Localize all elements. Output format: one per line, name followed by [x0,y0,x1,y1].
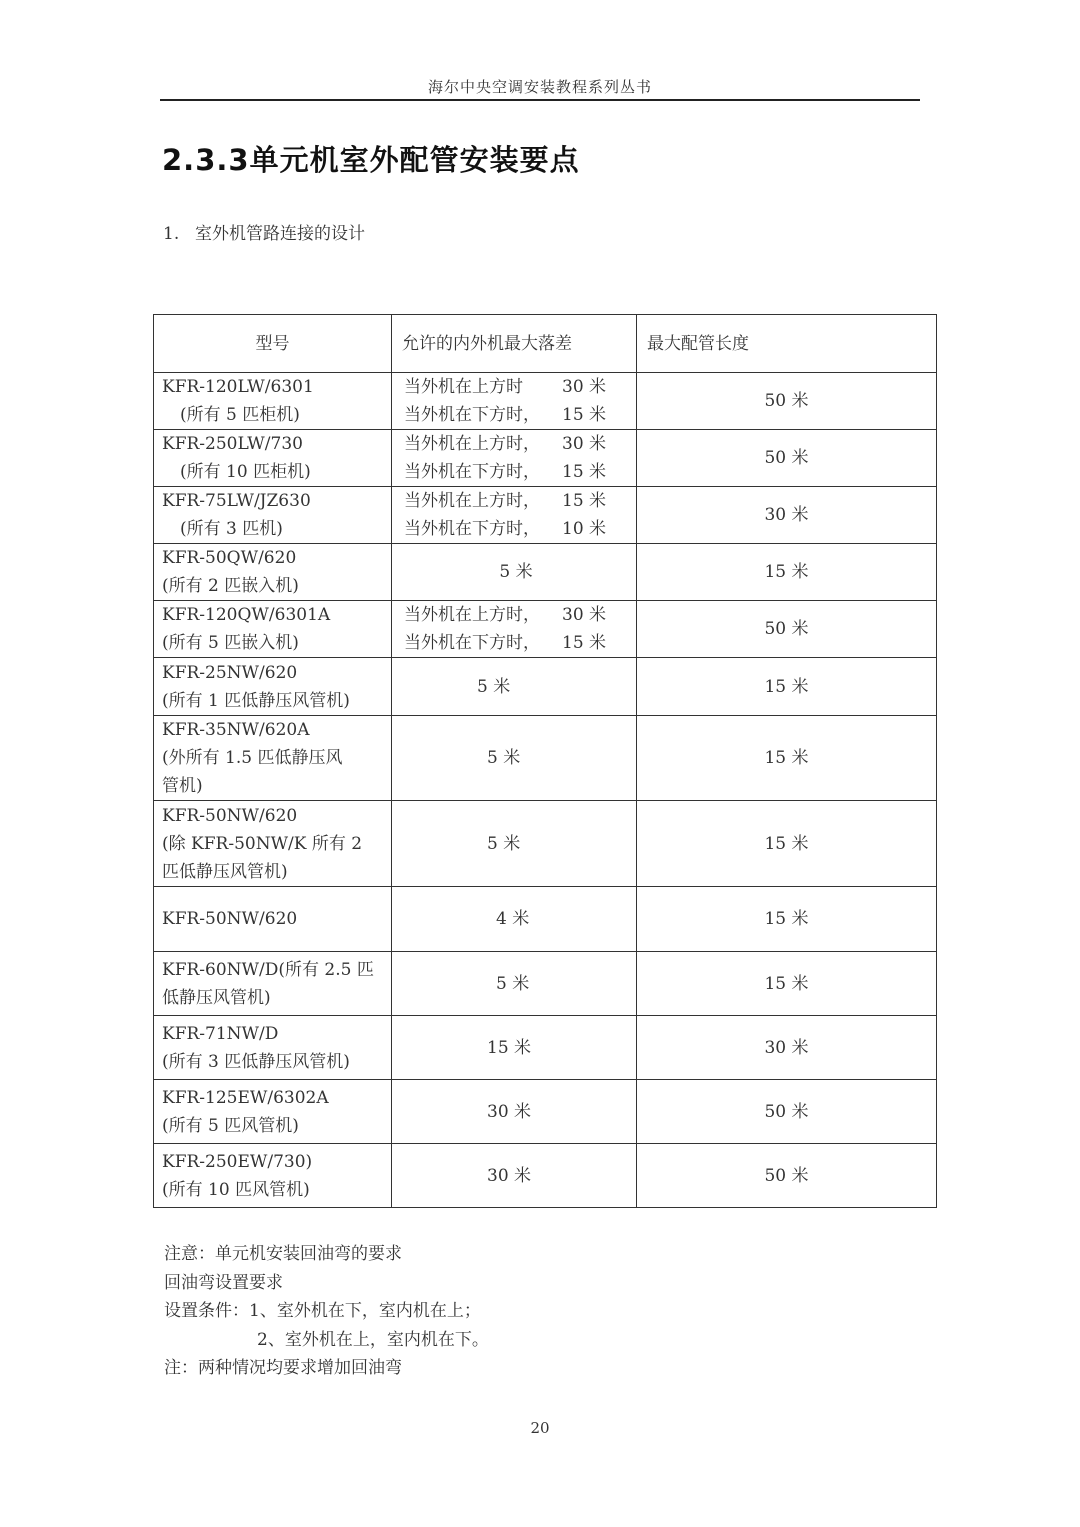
model-desc: (所有 3 匹机) [180,519,283,539]
drop-cell: 5 米 [392,952,637,1016]
model-desc-cont: 管机) [162,776,203,796]
table-row [154,430,937,487]
table-row [154,952,937,1016]
drop-upper-value: 30 米 [562,605,607,625]
drop-lower-value: 15 米 [562,405,607,425]
subheading-number: 1. [163,224,180,244]
model-code: KFR-75LW/JZ630 [162,491,311,511]
header-max-length: 最大配管长度 [637,315,937,373]
drop-lower-label: 当外机在下方时， [404,462,540,482]
page-number: 20 [530,1419,550,1437]
model-desc: (所有 3 匹低静压风管机) [162,1051,350,1072]
table-header-row [154,315,937,373]
model-cell [154,658,392,716]
drop-cell: 15 米 [392,1016,637,1080]
table-row [154,544,937,601]
table-row [154,487,937,544]
model-code: KFR-71NW/D [162,1023,279,1044]
model-cell [154,544,392,601]
model-desc: (所有 2 匹嵌入机) [162,576,299,596]
model-code: KFR-250LW/730 [162,434,303,454]
length-cell: 15 米 [637,544,937,601]
table-row [154,1144,937,1208]
drop-cell: 30 米 [392,1144,637,1208]
table-row [154,1016,937,1080]
model-code: KFR-125EW/6302A [162,1087,329,1108]
model-desc: (外所有 1.5 匹低静压风 [162,748,343,768]
drop-cell [392,487,637,544]
model-desc: (所有 10 匹风管机) [162,1179,310,1200]
model-cell [154,801,392,887]
length-cell: 50 米 [637,373,937,430]
model-code: KFR-50NW/620 [162,805,298,826]
model-cell [154,952,392,1016]
drop-cell: 5 米 [392,544,637,601]
length-cell: 15 米 [637,887,937,952]
drop-cell [392,373,637,430]
final-note: 注：两种情况均要求增加回油弯 [164,1358,402,1378]
drop-cell: 30 米 [392,1080,637,1144]
model-cell [154,487,392,544]
length-cell: 15 米 [637,801,937,887]
model-desc: (除 KFR-50NW/K 所有 2 [162,833,363,854]
model-code: KFR-250EW/730) [162,1151,313,1172]
model-cell [154,430,392,487]
drop-cell: 5 米 [392,658,637,716]
model-desc: (所有 1 匹低静压风管机) [162,690,350,711]
table-row [154,658,937,716]
drop-upper-label: 当外机在上方时， [404,434,540,454]
model-cell [154,601,392,658]
note-title: 注意：单元机安装回油弯的要求 [164,1244,402,1264]
model-desc-cont: 匹低静压风管机) [162,861,288,882]
running-header: 海尔中央空调安装教程系列丛书 [427,78,652,96]
model-desc: (所有 5 匹柜机) [180,405,300,425]
model-code: KFR-120QW/6301A [162,605,331,625]
model-code: KFR-25NW/620 [162,662,298,683]
model-cell [154,1080,392,1144]
length-cell: 50 米 [637,601,937,658]
model-cell [154,373,392,430]
subheading-text: 室外机管路连接的设计 [195,224,365,244]
drop-cell [392,430,637,487]
length-cell: 30 米 [637,1016,937,1080]
header-rule [160,99,920,101]
drop-lower-label: 当外机在下方时， [404,633,540,653]
header-max-drop: 允许的内外机最大落差 [392,315,637,373]
table-row [154,373,937,430]
length-cell: 15 米 [637,716,937,801]
model-desc: (所有 5 匹风管机) [162,1115,299,1136]
drop-upper-label: 当外机在上方时 [404,377,523,397]
model-code: KFR-35NW/620A [162,720,310,740]
model-desc: (所有 5 匹嵌入机) [162,633,299,653]
drop-cell: 5 米 [392,716,637,801]
requirement-title: 回油弯设置要求 [164,1272,283,1293]
subheading [163,219,365,244]
drop-lower-value: 10 米 [562,519,607,539]
model-cell [154,1016,392,1080]
model-desc: 低静压风管机) [162,987,271,1008]
model-code: KFR-50NW/620 [162,909,298,929]
table-row [154,1080,937,1144]
model-cell [154,716,392,801]
drop-upper-value: 30 米 [562,377,607,397]
notes-block [164,1240,489,1383]
condition-2: 2、室外机在上，室内机在下。 [257,1329,489,1350]
drop-cell [392,601,637,658]
drop-lower-label: 当外机在下方时， [404,519,540,539]
length-cell: 15 米 [637,658,937,716]
model-code: KFR-60NW/D(所有 2.5 匹 [162,959,374,980]
table-row [154,601,937,658]
table-row [154,716,937,801]
pipe-spec-table [153,314,937,1208]
table-row [154,887,937,952]
model-cell [154,887,392,952]
length-cell: 50 米 [637,430,937,487]
drop-cell: 4 米 [392,887,637,952]
length-cell: 50 米 [637,1144,937,1208]
drop-upper-label: 当外机在上方时， [404,491,540,511]
length-cell: 15 米 [637,952,937,1016]
drop-lower-label: 当外机在下方时， [404,405,540,425]
model-cell [154,1144,392,1208]
drop-upper-value: 15 米 [562,491,607,511]
model-code: KFR-50QW/620 [162,548,297,568]
condition-1: 设置条件：1、室外机在下，室内机在上； [164,1301,481,1321]
drop-lower-value: 15 米 [562,462,607,482]
drop-upper-label: 当外机在上方时， [404,605,540,625]
section-title: 2.3.3单元机室外配管安装要点 [162,143,580,177]
drop-lower-value: 15 米 [562,633,607,653]
model-desc: (所有 10 匹柜机) [180,462,311,482]
length-cell: 50 米 [637,1080,937,1144]
drop-upper-value: 30 米 [562,434,607,454]
drop-cell: 5 米 [392,801,637,887]
length-cell: 30 米 [637,487,937,544]
model-code: KFR-120LW/6301 [162,377,314,397]
table-row [154,801,937,887]
header-model: 型号 [154,315,392,373]
